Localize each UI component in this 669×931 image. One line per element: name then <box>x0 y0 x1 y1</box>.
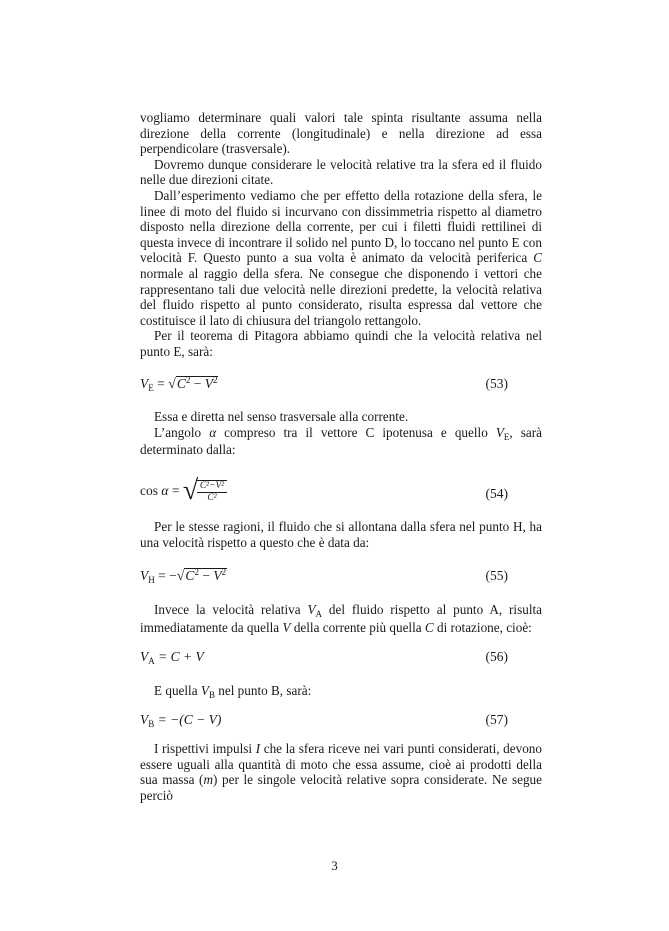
paragraph-1: vogliamo determinare quali valori tale spinta risultante assuma nella direzione della corrente (longitudinale) e nella direzione ad essa perpendicolare (trasversale). <box>140 110 542 157</box>
paragraph-10: I rispettivi impulsi I che la sfera riceve nei vari punti considerati, devono essere uguali alla quantità di moto che essa assume, cioè ai prodotti della sua massa (m) per le singole velocità relative sopra considerate. Ne segue perciò <box>140 741 542 803</box>
equation-53-body: $V_E = √C^2 - V^2$ <box>140 375 218 393</box>
equation-55 <box>140 568 542 586</box>
equation-54 <box>140 475 542 512</box>
paragraph-8: Invece la velocità relativa $V_A$ del fluido rispetto al punto A, risulta immediatamente da quella V della corrente più quella C di rotazione, cioè: <box>140 602 542 635</box>
equation-57-body: $V_B = -(C - V)$ <box>140 712 222 729</box>
text-block-3 <box>140 519 542 550</box>
paragraph-9: E quella $V_B$ nel punto B, sarà: <box>154 683 312 700</box>
equation-55-body: $V_H = -√C^2 - V^2$ <box>140 567 227 585</box>
text-block-4 <box>140 602 542 635</box>
equation-57-number: (57) <box>485 712 508 727</box>
page-number: 3 <box>331 858 338 873</box>
paragraph-3: Dall’esperimento vediamo che per effetto della rotazione della sfera, le linee di moto del fluido si incurvano con dissimmetria rispetto al diametro disposto nella direzione della corrente, per cui i filetti fluidi rettilinei di questa invece di incontrare il solido nel punto D, lo toccano nel punto E con velocità F. Questo punto a sua volta è animato da velocità periferica C normale al raggio della sfera. Ne consegue che disponendo i vettori che rappresentano tali due velocità nelle direzioni predette, la velocità relativa del fluido rispetto al punto considerato, risulta espressa dal vettore che costituisce il lato di chiusura del triangolo rettangolo. <box>140 187 542 328</box>
equation-53 <box>140 376 542 394</box>
text-block-2 <box>140 409 542 458</box>
equation-53-number: (53) <box>485 376 508 391</box>
equation-54-number: (54) <box>485 486 508 501</box>
paragraph-6: L’angolo α compreso tra il vettore C ipotenusa e quello $V_E$, sarà determinato dalla: <box>140 424 542 458</box>
text-block-1 <box>140 110 542 360</box>
equation-56-number: (56) <box>485 649 508 664</box>
equation-56 <box>140 649 542 667</box>
equation-56-body: $V_A = C + V$ <box>140 649 204 666</box>
paragraph-7: Per le stesse ragioni, il fluido che si allontana dalla sfera nel punto H, ha una velocità rispetto a questo che è data da: <box>140 519 542 550</box>
paragraph-5: Essa e diretta nel senso trasversale alla corrente. <box>154 409 409 424</box>
paragraph-2: Dovremo dunque considerare le velocità relative tra la sfera ed il fluido nelle due direzioni citate. <box>140 156 542 188</box>
text-block-6 <box>140 741 542 803</box>
text-block-5 <box>140 683 542 701</box>
equation-55-number: (55) <box>485 568 508 583</box>
equation-57 <box>140 712 542 730</box>
equation-54-body: cos α = √ $\frac{\text{C²−V²}}{\text{C²}}$ <box>140 480 227 504</box>
paragraph-4: Per il teorema di Pitagora abbiamo quindi che la velocità relativa nel punto E, sarà: <box>140 328 542 359</box>
